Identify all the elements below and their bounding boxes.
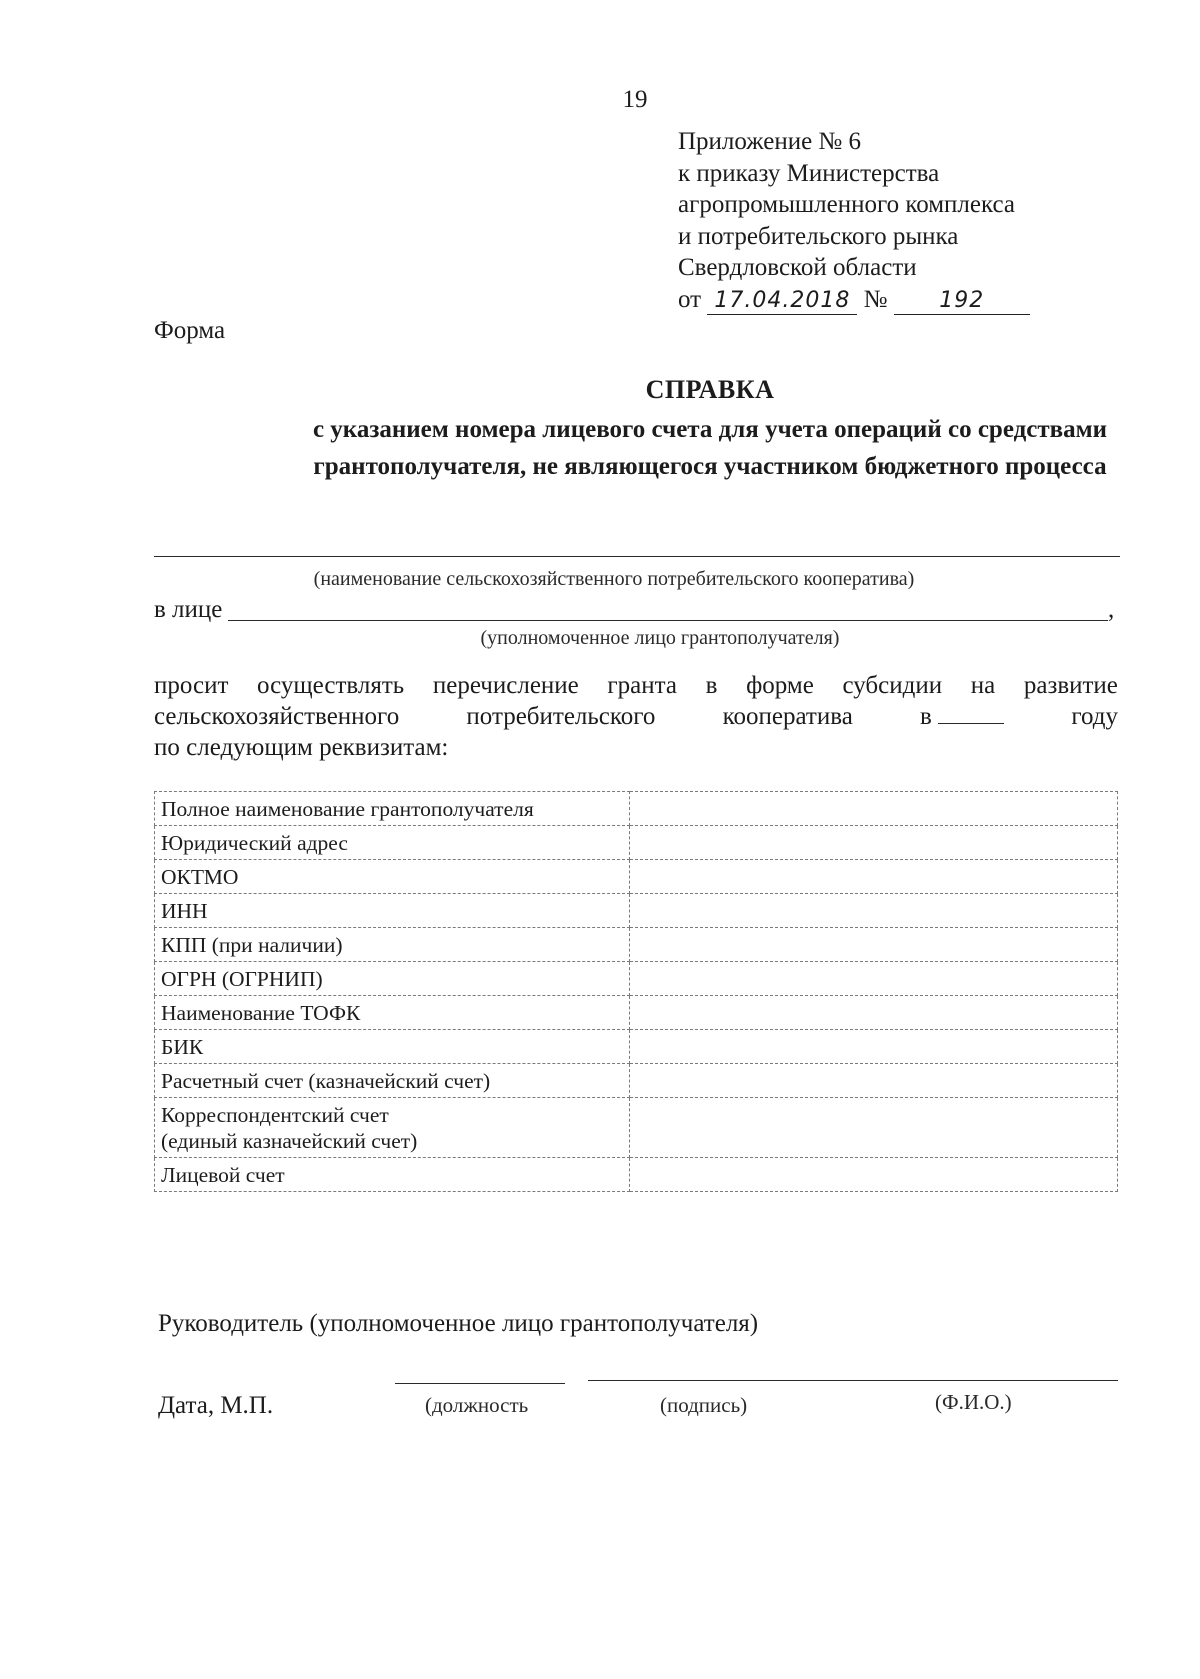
- requisite-label: Юридический адрес: [155, 826, 630, 860]
- position-line[interactable]: [395, 1383, 565, 1384]
- subtitle-line-1: с указанием номера лицевого счета для учета операций со средствами: [312, 416, 1108, 443]
- order-number-handwritten: 192: [894, 288, 1030, 315]
- request-paragraph: [154, 670, 1118, 763]
- requisite-value-cell[interactable]: [630, 1030, 1118, 1064]
- request-word: году: [1071, 703, 1118, 730]
- document-subtitle: [150, 411, 1200, 485]
- subtitle-line-2: грантополучателя, не являющегося участником бюджетного процесса: [313, 453, 1107, 480]
- request-line-3: по следующим реквизитам:: [154, 734, 449, 761]
- order-number-prefix: №: [863, 285, 888, 313]
- appendix-block: [678, 126, 1030, 315]
- request-word: субсидии: [842, 672, 943, 699]
- requisite-label-line-1: Корреспондентский счет: [161, 1103, 389, 1127]
- represented-by-line[interactable]: [228, 620, 1108, 621]
- requisite-label: БИК: [155, 1030, 630, 1064]
- request-word: сельскохозяйственного: [154, 703, 400, 730]
- requisite-label: [155, 1098, 630, 1158]
- page-number: 19: [622, 86, 648, 113]
- appendix-line-order: к приказу Министерства: [678, 159, 940, 187]
- requisite-value-cell[interactable]: [630, 928, 1118, 962]
- request-word: форме: [746, 672, 814, 699]
- document-title: СПРАВКА: [645, 375, 775, 404]
- requisite-value-cell[interactable]: [630, 1158, 1118, 1192]
- appendix-title: Приложение № 6: [678, 128, 862, 155]
- request-word: в: [920, 703, 932, 730]
- requisite-label: ОГРН (ОГРНИП): [155, 962, 630, 996]
- table-row: [155, 826, 1118, 860]
- requisite-label-line-2: (единый казначейский счет): [161, 1129, 418, 1153]
- request-word: гранта: [607, 672, 677, 699]
- form-label: Форма: [154, 317, 226, 344]
- requisite-label: Полное наименование грантополучателя: [155, 792, 630, 826]
- request-word: просит: [154, 672, 229, 699]
- requisite-value-cell[interactable]: [630, 962, 1118, 996]
- signature-caption: (подпись): [660, 1393, 748, 1417]
- request-line-1: [154, 670, 1118, 701]
- represented-by-comma: ,: [1108, 596, 1115, 623]
- requisites-table: [154, 791, 1118, 1192]
- request-word: развитие: [1023, 672, 1118, 699]
- table-row: [155, 792, 1118, 826]
- table-row: [155, 962, 1118, 996]
- table-row: [155, 1030, 1118, 1064]
- request-word: на: [970, 672, 996, 699]
- represented-by-label: в лице: [154, 596, 223, 623]
- table-row: [155, 996, 1118, 1030]
- coop-name-line[interactable]: [154, 556, 1120, 557]
- request-word: в: [705, 672, 718, 699]
- requisite-label: Лицевой счет: [155, 1158, 630, 1192]
- requisite-label: ИНН: [155, 894, 630, 928]
- requisite-label: КПП (при наличии): [155, 928, 630, 962]
- year-group: [920, 701, 1004, 732]
- table-row: [155, 894, 1118, 928]
- requisite-value-cell[interactable]: [630, 1064, 1118, 1098]
- requisite-value-cell[interactable]: [630, 792, 1118, 826]
- order-date-handwritten: 17.04.2018: [707, 288, 857, 315]
- table-row: [155, 860, 1118, 894]
- table-row: [155, 928, 1118, 962]
- table-row: [155, 1064, 1118, 1098]
- requisite-value-cell[interactable]: [630, 996, 1118, 1030]
- table-row: [155, 1098, 1118, 1158]
- requisite-value-cell[interactable]: [630, 894, 1118, 928]
- position-caption: (должность: [425, 1393, 529, 1417]
- request-word: кооператива: [722, 703, 853, 730]
- order-date-number-line: [678, 284, 1030, 316]
- signature-name-line[interactable]: [588, 1380, 1118, 1381]
- appendix-line-region: Свердловской области: [678, 254, 917, 281]
- requisite-value-cell[interactable]: [630, 826, 1118, 860]
- signature-heading: Руководитель (уполномоченное лицо грантополучателя): [158, 1310, 759, 1337]
- request-word: перечисление: [432, 672, 579, 699]
- year-blank-field[interactable]: [938, 701, 1004, 724]
- requisite-label: ОКТМО: [155, 860, 630, 894]
- date-mp-label: Дата, М.П.: [158, 1392, 274, 1419]
- coop-name-caption: (наименование сельскохозяйственного потребительского кооператива): [313, 568, 915, 590]
- request-line-2: [154, 701, 1118, 732]
- appendix-line-market: и потребительского рынка: [678, 222, 959, 250]
- request-word: потребительского: [466, 703, 656, 730]
- requisite-label: Расчетный счет (казначейский счет): [155, 1064, 630, 1098]
- requisite-value-cell[interactable]: [630, 1098, 1118, 1158]
- requisite-value-cell[interactable]: [630, 860, 1118, 894]
- order-date-prefix: от: [678, 285, 702, 313]
- requisite-label: Наименование ТОФК: [155, 996, 630, 1030]
- full-name-caption: (Ф.И.О.): [935, 1390, 1012, 1414]
- authorized-person-caption: (уполномоченное лицо грантополучателя): [480, 627, 840, 649]
- request-word: осуществлять: [257, 672, 405, 699]
- table-row: [155, 1158, 1118, 1192]
- appendix-line-ministry: агропромышленного комплекса: [678, 191, 1016, 218]
